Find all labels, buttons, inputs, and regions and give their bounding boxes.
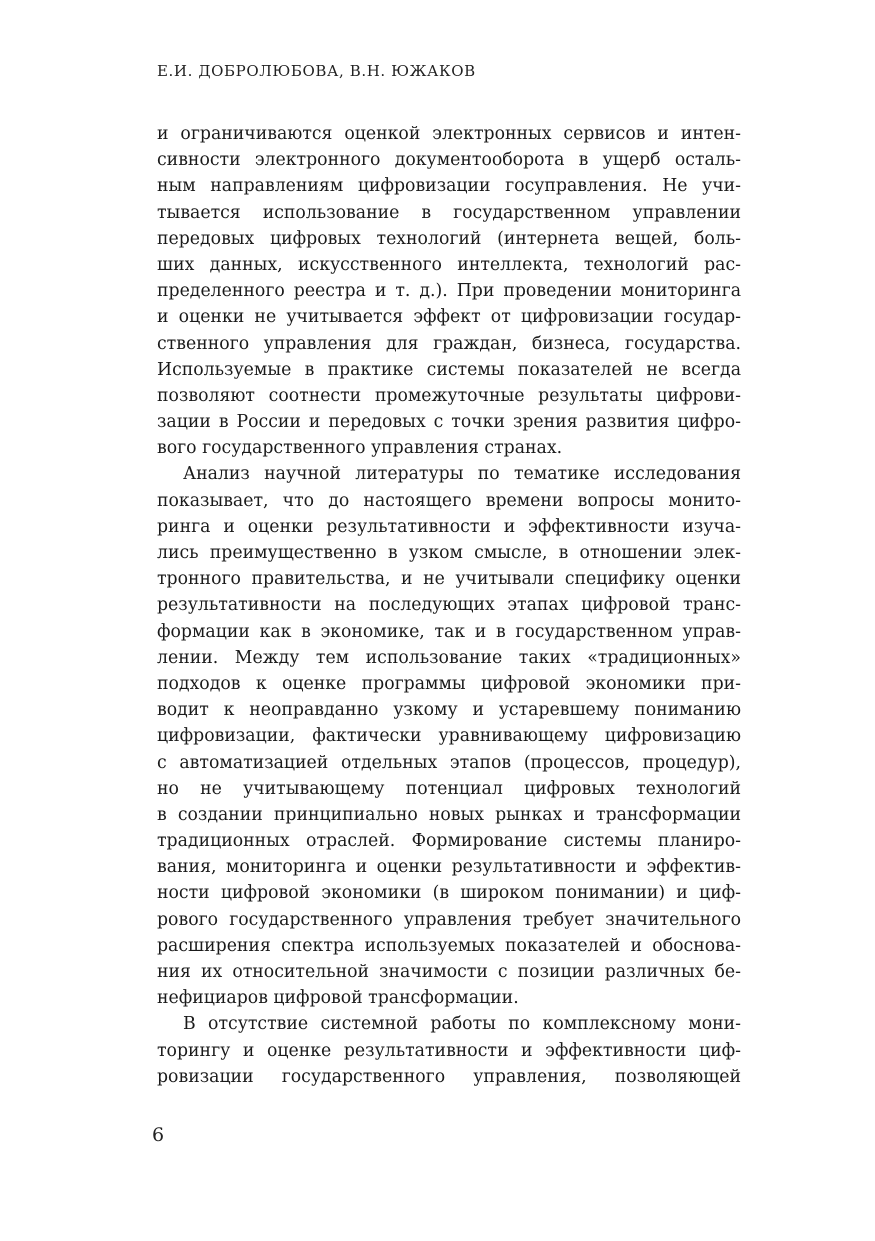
text-line: пределенного реестра и т. д.). При проведении мониторинга [157,281,741,302]
text-line: зации в России и передовых с точки зрения развития цифро- [157,412,741,433]
body-text [157,121,741,1090]
text-line: ственного управления для граждан, бизнеса, государства. [157,333,741,354]
paragraph [157,121,741,461]
running-head: Е.И. ДОБРОЛЮБОВА, В.Н. ЮЖАКОВ [157,62,476,80]
text-line: рового государственного управления требует значительного [157,909,741,930]
text-line: вания, мониторинга и оценки результативности и эффектив- [157,857,741,878]
text-line: тронного правительства, и не учитывали специфику оценки [157,569,741,590]
text-line: нефициаров цифровой трансформации. [157,988,519,1009]
text-line: В отсутствие системной работы по комплексному мони- [183,1014,741,1035]
text-line: формации как в экономике, так и в государственном управ- [157,621,741,642]
text-line: с автоматизацией отдельных этапов (процессов, процедур), [157,752,741,773]
text-line: лись преимущественно в узком смысле, в отношении элек- [157,543,741,563]
text-line: и оценки не учитывается эффект от цифровизации государ- [157,307,741,328]
page-number: 6 [152,1124,165,1146]
text-line: ровизации государственного управления, позволяющей [157,1066,741,1087]
text-line: традиционных отраслей. Формирование системы планиро- [157,831,741,852]
text-line: позволяют соотнести промежуточные результаты цифрови- [157,385,741,406]
text-line: цифровизации, фактически уравнивающему цифровизацию [157,726,741,747]
text-line: ших данных, искусственного интеллекта, технологий рас- [157,254,741,275]
text-line: подходов к оценке программы цифровой экономики при- [157,673,741,694]
text-line: результативности на последующих этапах цифровой транс- [157,595,741,616]
text-line: ринга и оценки результативности и эффективности изуча- [157,516,741,537]
text-line: торингу и оценке результативности и эффективности циф- [157,1040,741,1061]
text-line: ным направлениям цифровизации госуправления. Не учи- [157,176,741,197]
text-line: тывается использование в государственном управлении [157,202,741,223]
text-line: передовых цифровых технологий (интернета вещей, боль- [157,228,741,249]
text-line: расширения спектра используемых показателей и обоснова- [157,935,741,956]
text-line: и ограничиваются оценкой электронных сервисов и интен- [157,124,741,144]
text-line: сивности электронного документооборота в ущерб осталь- [157,150,741,171]
text-line: ния их относительной значимости с позиции различных бе- [157,962,741,982]
text-line: вого государственного управления странах. [157,438,563,459]
text-line: лении. Между тем использование таких «традиционных» [157,647,741,668]
text-line: водит к неоправданно узкому и устаревшему пониманию [157,700,741,721]
text-line: Анализ научной литературы по тематике исследования [183,464,741,485]
text-line: Используемые в практике системы показателей не всегда [157,359,741,380]
text-line: показывает, что до настоящего времени вопросы монито- [157,490,741,511]
text-line: в создании принципиально новых рынках и трансформации [157,804,741,825]
paragraph [157,1011,741,1090]
text-line: но не учитывающему потенциал цифровых технологий [157,778,741,799]
text-line: ности цифровой экономики (в широком понимании) и циф- [157,883,741,904]
paragraph [157,461,741,1011]
